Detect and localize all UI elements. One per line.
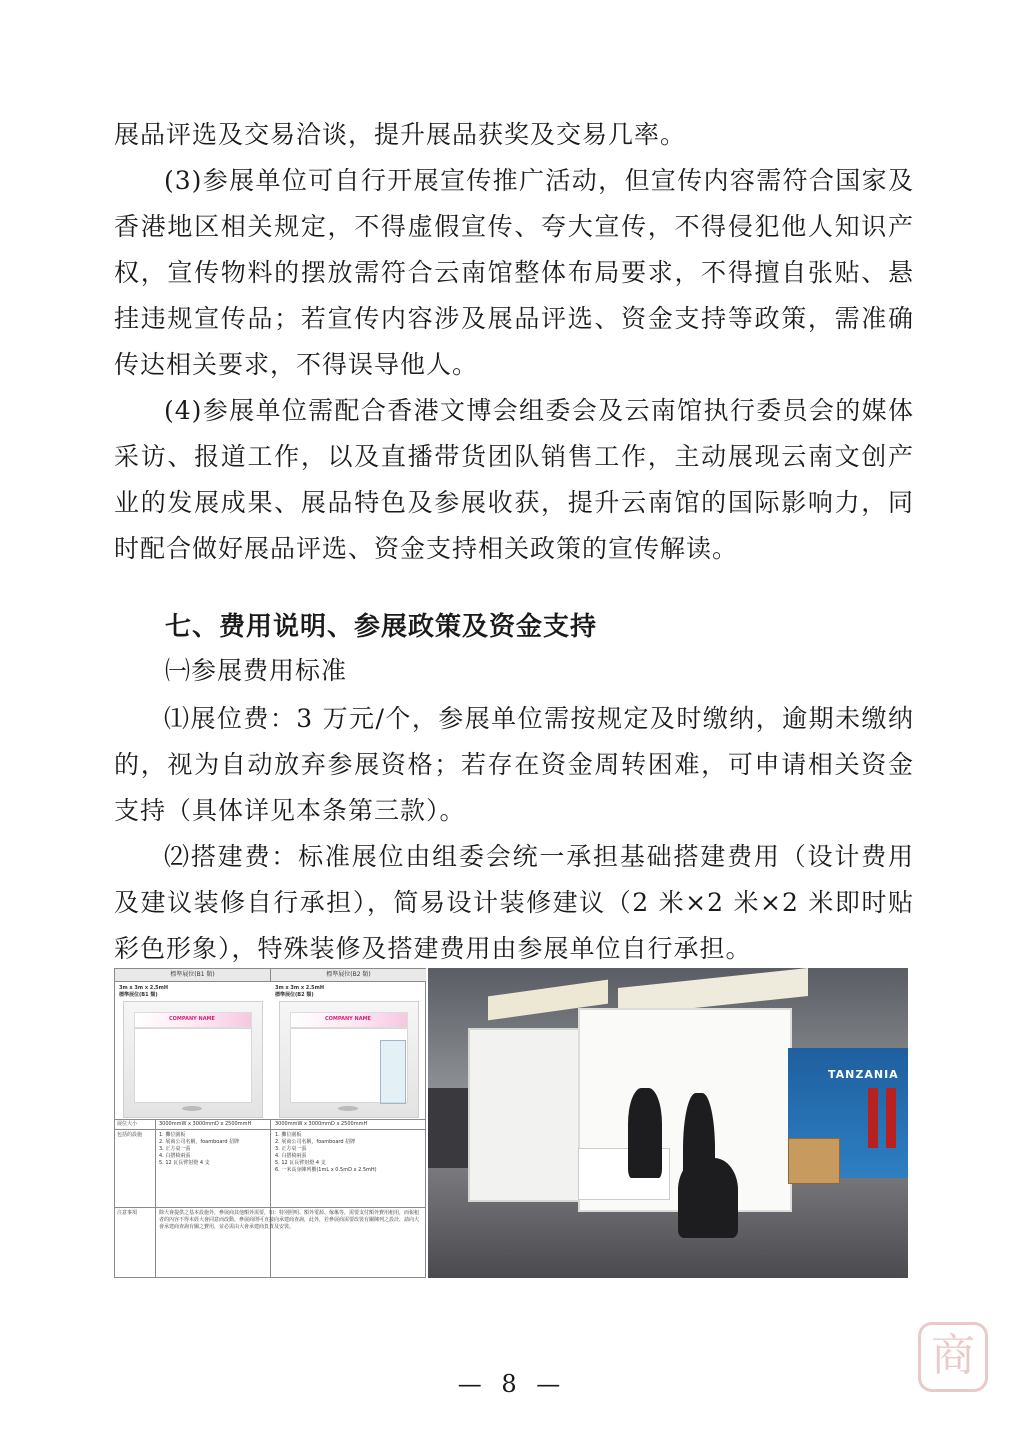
booth-b1-wall [134,1028,252,1103]
spec-b2-size: 3m x 3m x 2.5mH [275,985,325,991]
company-name-b2: COMPANY NAME [325,1016,371,1022]
tanzania-sign: TANZANIA [828,1068,899,1081]
sub-heading: ㈠参展费用标准 [165,656,348,685]
booth-b2-render [279,1001,419,1118]
size-b1: 3000mmW x 3000mmD x 2500mmH [159,1121,252,1127]
booth-b1-fascia [134,1012,252,1028]
exhibition-photo [428,968,908,1278]
booth-b2-fascia [290,1012,408,1028]
company-name-b1: COMPANY NAME [169,1016,215,1022]
size-b2: 3000mmW x 3000mmD x 2500mmH [275,1121,368,1127]
display-cabinet-icon [380,1040,406,1104]
row-label-size: 展位大小 [117,1121,138,1127]
row-label-notes: 注意事項 [117,1210,138,1216]
paragraph-group-top [114,112,914,572]
paragraph-continuation: 展品评选及交易洽谈，提升展品获奖及交易几率。 [114,120,687,149]
section-heading: 七、费用说明、参展政策及资金支持 [165,612,598,642]
paragraph-construction-fee: ⑵搭建费：标准展位由组委会统一承担基础搭建费用（设计费用及建议装修自行承担），简易设计装修建议（2 米×2 米×2 米即时贴彩色形象），特殊装修及搭建费用由参展单位自行承担。 [114,842,914,963]
table-header-b2: 標準展位(B2 類) [271,969,426,982]
paragraph-group-fees [114,696,914,972]
includes-b1: 1. 攤位圍板 2. 展商公司名稱，foamboard 招牌 3. 正方桌一張 4. 白摺椅兩張 5. 12 瓦長臂射燈 4 支 [159,1132,240,1166]
booth-structure-left [468,1028,592,1202]
paragraph-booth-fee: ⑴展位费：3 万元/个，参展单位需按规定及时缴纳，逾期未缴纳的，视为自动放弃参展资格；若存在资金周转困难，可申请相关资金支持（具体详见本条第三款）。 [114,704,914,825]
watermark-logo: 商 [918,1322,988,1392]
booth-spec-table [114,968,426,1278]
includes-b2: 1. 攤位圍板 2. 展商公司名稱，foamboard 招牌 3. 正方桌一張 4. 白摺椅兩張 5. 12 瓦長臂射燈 4 支 6. 一米高身陳列櫃(1mL x 0.5mD x 2.5mH) [275,1132,377,1173]
paragraph-item-3: (3)参展单位可自行开展宣传推广活动，但宣传内容需符合国家及香港地区相关规定，不得虚假宣传、夸大宣传，不得侵犯他人知识产权，宣传物料的摆放需符合云南馆整体布局要求，不得擅自张贴、悬挂违规宣传品；若宣传内容涉及展品评选、资金支持等政策，需准确传达相关要求，不得误导他人。 [114,166,914,379]
spec-b2 [275,985,324,999]
table-header-b1: 標準展位(B1 類) [115,969,271,982]
booth-b1-render [123,1001,263,1118]
spec-b2-type: 標準展位(B2 類) [275,992,314,998]
wooden-crate [788,1138,840,1184]
page-number: — 8 — [457,1370,567,1398]
spec-b1 [119,985,168,999]
flag-icon [886,1088,896,1148]
flag-icon [868,1088,878,1148]
spec-b1-type: 標準展位(B1 類) [119,992,158,998]
notes-text: 除大會提供之基本設施外，參展商其他額外需要，如：特別照明、額外電源、傢俬等，需要支付額外費用租用，而報租者的內容不得未經大會同意而改動。參展商則可直接向承建商查詢，此外，若參展商需要改裝有關陳列之設計，請向大會承建商查詢有關之費用，並必需由大會承建商負責及安裝。 [159,1210,420,1230]
spec-b1-size: 3m x 3m x 2.5mH [119,985,169,991]
booth-b1-table-icon [182,1106,202,1111]
person-figure [678,1158,738,1238]
booth-b2-table-icon [338,1106,358,1111]
paragraph-item-4: (4)参展单位需配合香港文博会组委会及云南馆执行委员会的媒体采访、报道工作，以及直播带货团队销售工作，主动展现云南文创产业的发展成果、展品特色及参展收获，提升云南馆的国际影响力，同时配合做好展品评选、资金支持相关政策的宣传解读。 [114,396,914,563]
table-row-includes [115,1129,425,1208]
person-figure [628,1088,662,1178]
table-row-notes [115,1207,425,1278]
row-label-includes: 包括的設施 [117,1132,143,1138]
